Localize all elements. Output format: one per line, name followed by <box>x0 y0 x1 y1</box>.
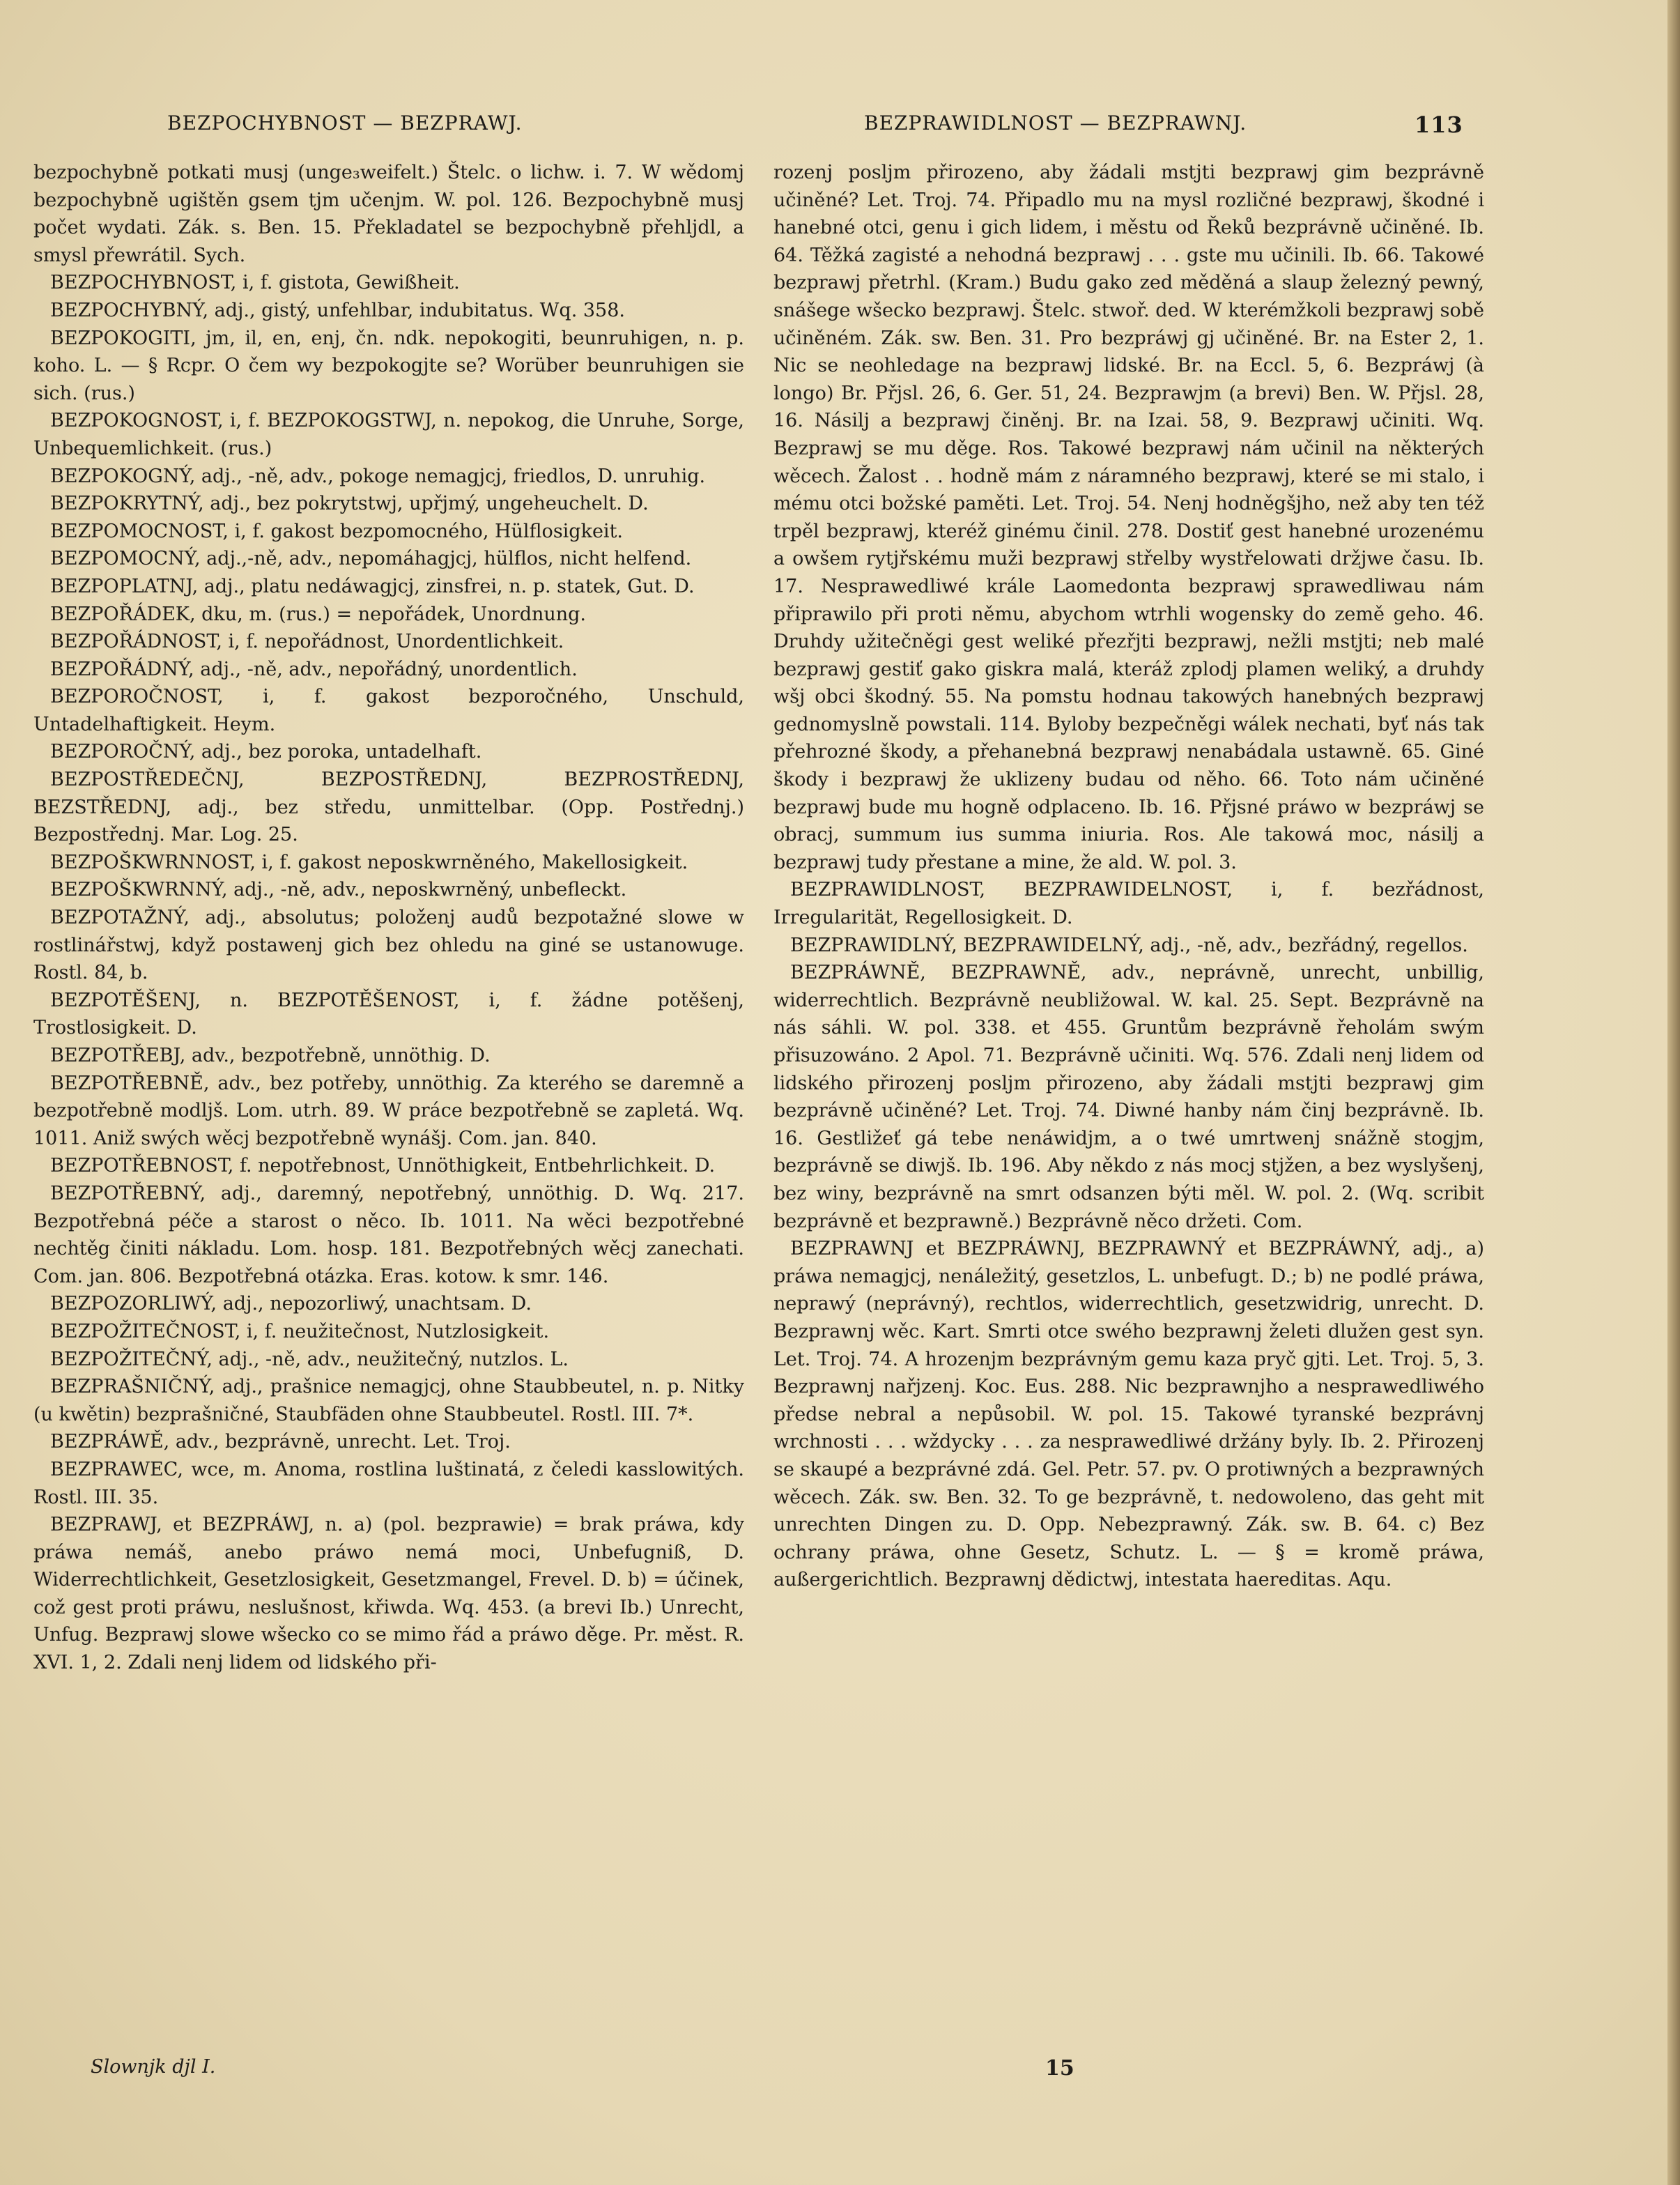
dictionary-entry: BEZPOROČNÝ, adj., bez poroka, untadelhaft. <box>50 741 482 763</box>
printer-signature: 15 <box>1045 2056 1074 2080</box>
dictionary-entry: BEZPOTŘEBJ, adv., bezpotřebně, unnöthig. D. <box>50 1045 491 1066</box>
header-left-range: BEZPOCHYBNOST — BEZPRAWJ. <box>167 112 523 135</box>
page-number: 113 <box>1415 112 1463 138</box>
dictionary-entry: BEZPOTĚŠENJ, n. BEZPOTĚŠENOST, i, f. žádne potěšenj, Trostlosigkeit. D. <box>33 989 744 1039</box>
dictionary-entry: BEZPOPLATNJ, adj., platu nedáwagjcj, zinsfrei, n. p. statek, Gut. D. <box>50 575 695 597</box>
dictionary-entry: BEZPRAWJ, et BEZPRÁWJ, n. a) (pol. bezprawie) = brak práwa, kdy práwa nemáš, anebo práwo nemá moci, Unbefugniß, D. Widerrechtlichkeit, Gesetzlosigkeit, Gesetzmangel, Frevel. D. b) = účinek, což gest proti práwu, neslušnost, křiwda. Wq. 453. (a brevi Ib.) Unrecht, Unfug. Bezprawj slowe wšecko co se mimo řád a práwo děge. Pr. měst. R. XVI. 1, 2. Zdali nenj lidem od lidského při- <box>33 1514 744 1674</box>
dictionary-entry: BEZPOKOGNÝ, adj., -ně, adv., pokoge nemagjcj, friedlos, D. unruhig. <box>50 465 706 487</box>
dictionary-entry: BEZPRAWIDLNOST, BEZPRAWIDELNOST, i, f. bezřádnost, Irregularität, Regellosigkeit. D. <box>773 879 1484 929</box>
entry-continuation: bezpochybně potkati musj (unge₃weifelt.) Štelc. o lichw. i. 7. W wědomj bezpochybně ugištěn gsem tjm učenjm. W. pol. 126. Bezpochybně musj počet wydati. Zák. s. Ben. 15. Překladatel se bezpochybně přehljdl, a smysl přewrátil. Sych. <box>33 162 744 266</box>
dictionary-entry: BEZPRAŠNIČNÝ, adj., prašnice nemagjcj, ohne Staubbeutel, n. p. Nitky (u kwětin) bezprašničné, Staubfäden ohne Staubbeutel. Rostl. III. 7*. <box>33 1376 744 1425</box>
dictionary-entry: BEZPOŽITEČNÝ, adj., -ně, adv., neužitečný, nutzlos. L. <box>50 1348 569 1370</box>
dictionary-entry: BEZPOŘÁDNOST, i, f. nepořádnost, Unordentlichkeit. <box>50 631 564 653</box>
dictionary-entry: BEZPOZORLIWÝ, adj., nepozorliwý, unachtsam. D. <box>50 1293 532 1315</box>
dictionary-entry: BEZPOMOCNOST, i, f. gakost bezpomocného, Hülflosigkeit. <box>50 520 623 542</box>
volume-note: Slownjk djl I. <box>91 2056 216 2078</box>
dictionary-entry: BEZPOMOCNÝ, adj.,-ně, adv., nepomáhagjcj, hülflos, nicht helfend. <box>50 548 692 570</box>
dictionary-entry: BEZPRAWIDLNÝ, BEZPRAWIDELNÝ, adj., -ně, adv., bezřádný, regellos. <box>790 934 1468 956</box>
dictionary-entry: BEZPOCHYBNOST, i, f. gistota, Gewißheit. <box>50 272 460 294</box>
dictionary-entry: BEZPOTŘEBNÝ, adj., daremný, nepotřebný, unnöthig. D. Wq. 217. Bezpotřebná péče a starost o něco. Ib. 1011. Na wěci bezpotřebné nechtěg činiti nákladu. Lom. hosp. 181. Bezpotřebných wěcj zanechati. Com. jan. 806. Bezpotřebná otázka. Eras. kotow. k smr. 146. <box>33 1182 744 1287</box>
dictionary-entry: BEZPOTAŽNÝ, adj., absolutus; položenj audů bezpotažné slowe w rostlinářstwj, když postawenj gich bez ohledu na giné se ustanowuge. Rostl. 84, b. <box>33 907 744 984</box>
dictionary-entry: BEZPOŽITEČNOST, i, f. neužitečnost, Nutzlosigkeit. <box>50 1320 550 1342</box>
dictionary-entry: BEZPRÁWĚ, adv., bezprávně, unrecht. Let. Troj. <box>50 1431 511 1453</box>
dictionary-entry: BEZPOKOGNOST, i, f. BEZPOKOGSTWJ, n. nepokog, die Unruhe, Sorge, Unbequemlichkeit. (rus.) <box>33 410 744 459</box>
dictionary-entry: BEZPOKRYTNÝ, adj., bez pokrytstwj, upřjmý, ungeheuchelt. D. <box>50 493 649 515</box>
dictionary-entry: BEZPOTŘEBNOST, f. nepotřebnost, Unnöthigkeit, Entbehrlichkeit. D. <box>50 1155 716 1177</box>
page-edge-shadow <box>1667 0 1680 2185</box>
dictionary-entry: BEZPRÁWNĚ, BEZPRAWNĚ, adv., neprávně, unrecht, unbillig, widerrechtlich. Bezprávně neubližowal. W. kal. 25. Sept. Bezprávně na nás sáhli. W. pol. 338. et 455. Gruntům bezprávně řeholám swým přisuzowáno. 2 Apol. 71. Bezprávně učiniti. Wq. 576. Zdali nenj lidem od lidského přirozenj posljm přirozeno, aby žádali mstjti bezprawj gim bezprávně učiněné? Let. Troj. 74. Diwné hanby nám činj bezprávně. Ib. 16. Gestližeť gá tebe nenáwidjm, a o twé umrtwenj snážně stogjm, bezprávně se diwjš. Ib. 196. Aby někdo z nás mocj stjžen, a bez wyslyšenj, bez winy, bezprávně na smrt odsanzen býti měl. W. pol. 2. (Wq. scribit bezprávně et bezprawně.) Bezprávně něco držeti. Com. <box>773 962 1484 1232</box>
dictionary-entry: BEZPOŘÁDNÝ, adj., -ně, adv., nepořádný, unordentlich. <box>50 658 578 680</box>
dictionary-entry: BEZPOCHYBNÝ, adj., gistý, unfehlbar, indubitatus. Wq. 358. <box>50 299 625 321</box>
running-header <box>0 112 1680 153</box>
entry-continuation: rozenj posljm přirozeno, aby žádali mstjti bezprawj gim bezprávně učiněné? Let. Troj. 74. Připadlo mu na mysl rozličné bezprawj, škodné i hanebné otci, genu i gich lidem, i městu od Řeků bezprávně učiněné. Ib. 64. Těžká zagisté a nehodná bezprawj . . . gste mu učinili. Ib. 66. Takowé bezprawj přetrhl. (Kram.) Budu gako zed měděná a slaup železný pewný, snášege wšecko bezprawj. Štelc. stwoř. ded. W kterémžkoli bezprawj sobě učiněném. Zák. sw. Ben. 31. Pro bezpráwj gj učiněné. Br. na Ester 2, 1. Nic se neohledage na bezprawj lidské. Br. na Eccl. 5, 6. Bezpráwj (à longo) Br. Přjsl. 26, 6. Ger. 51, 24. Bezprawjm (a brevi) Ben. W. Přjsl. 28, 16. Násilj a bezprawj činěnj. Br. na Izai. 58, 9. Bezprawj učiniti. Wq. Bezprawj se mu děge. Ros. Takowé bezprawj nám učinil na některých wěcech. Žalost . . hodně mám z náramného bezprawj, které se mi stalo, i mému otci božské paměti. Let. Troj. 54. Nenj hodněgšjho, než aby ten též trpěl bezprawj, kteréž ginému činil. 278. Dostiť gest hanebné urozenému a owšem rytjřskému muži bezprawj střelby wystřelowati držjwe času. Ib. 17. Nesprawedliwé krále Laomedonta bezprawj sprawedliwau nám připrawilo při proti němu, abychom wtrhli wogensky do země geho. 46. Druhdy užitečněgi gest weliké přezřjti bezprawj, nežli mstjti; neb malé bezprawj gestiť gako giskra malá, kteráž zplodj plamen weliký, a druhdy wšj obci škodný. 55. Na pomstu hodnau takowých hanebných bezprawj gednomyslně powstali. 114. Byloby bezpečněgi wálek nechati, byť nás tak přehrozné škody, a přehanebná bezprawj nenabádala ustawně. 65. Giné škody i bezprawj že uklizeny budau od něho. 66. Toto nám učiněné bezprawj bude mu hogně odplaceno. Ib. 16. Přjsné práwo w bezpráwj se obracj, summum ius summa iniuria. Ros. Ale takowá moc, násilj a bezprawj tudy přestane a mine, že ald. W. pol. 3. <box>773 162 1484 873</box>
dictionary-entry: BEZPOTŘEBNĚ, adv., bez potřeby, unnöthig. Za kterého se daremně a bezpotřebně modljš. Lom. utrh. 89. W práce bezpotřebně se zapletá. Wq. 1011. Aniž swých wěcj bezpotřebně wynášj. Com. jan. 840. <box>33 1072 744 1149</box>
dictionary-entry: BEZPRAWEC, wce, m. Anoma, rostlina luštinatá, z čeledi kasslowitých. Rostl. III. 35. <box>33 1458 744 1508</box>
right-column <box>773 159 1484 2055</box>
dictionary-entry: BEZPOŠKWRNNOST, i, f. gakost neposkwrněného, Makellosigkeit. <box>50 851 688 873</box>
dictionary-entry: BEZPOŠKWRNNÝ, adj., -ně, adv., neposkwrněný, unbefleckt. <box>50 879 627 901</box>
left-column <box>33 159 744 2055</box>
dictionary-entry: BEZPOROČNOST, i, f. gakost bezporočného, Unschuld, Untadelhaftigkeit. Heym. <box>33 686 744 735</box>
dictionary-entry: BEZPOKOGITI, jm, il, en, enj, čn. ndk. nepokogiti, beunruhigen, n. p. koho. L. — § Rcpr. O čem wy bezpokogjte se? Worüber beunruhigen sie sich. (rus.) <box>33 327 744 404</box>
dictionary-entry: BEZPOŘÁDEK, dku, m. (rus.) = nepořádek, Unordnung. <box>50 603 587 625</box>
dictionary-entry: BEZPRAWNJ et BEZPRÁWNJ, BEZPRAWNÝ et BEZPRÁWNÝ, adj., a) práwa nemagjcj, nenáležitý, gesetzlos, L. unbefugt. D.; b) ne podlé práwa, neprawý (neprávný), rechtlos, widerrechtlich, gesetzwidrig, unrecht. D. Bezprawnj wěc. Kart. Smrti otce swého bezprawnj želeti dlužen gest syn. Let. Troj. 74. A hrozenjm bezprávným gemu kaza pryč gjti. Let. Troj. 5, 3. Bezprawnj nařjzenj. Koc. Eus. 288. Nic bezprawnjho a nesprawedliwého předse nebral a nepůsobil. W. pol. 15. Takowé tyranské bezprávnj wrchnosti . . . wždycky . . . za nesprawedliwé držány byly. Ib. 2. Přirozenj se skaupé a bezprávné zdá. Gel. Petr. 57. pv. O protiwných a bezprawných wěcech. Zák. sw. Ben. 32. To ge bezprávně, t. nedowoleno, das geht mit unrechten Dingen zu. D. Opp. Nebezprawný. Zák. sw. B. 64. c) Bez ochrany práwa, ohne Gesetz, Schutz. L. — § = kromě práwa, außergerichtlich. Bezprawnj dědictwj, intestata haereditas. Aqu. <box>773 1238 1484 1591</box>
dictionary-entry: BEZPOSTŘEDEČNJ, BEZPOSTŘEDNJ, BEZPROSTŘEDNJ, BEZSTŘEDNJ, adj., bez středu, unmittelbar. (Opp. Postřednj.) Bezpostřednj. Mar. Log. 25. <box>33 769 744 846</box>
header-right-range: BEZPRAWIDLNOST — BEZPRAWNJ. <box>864 112 1247 135</box>
